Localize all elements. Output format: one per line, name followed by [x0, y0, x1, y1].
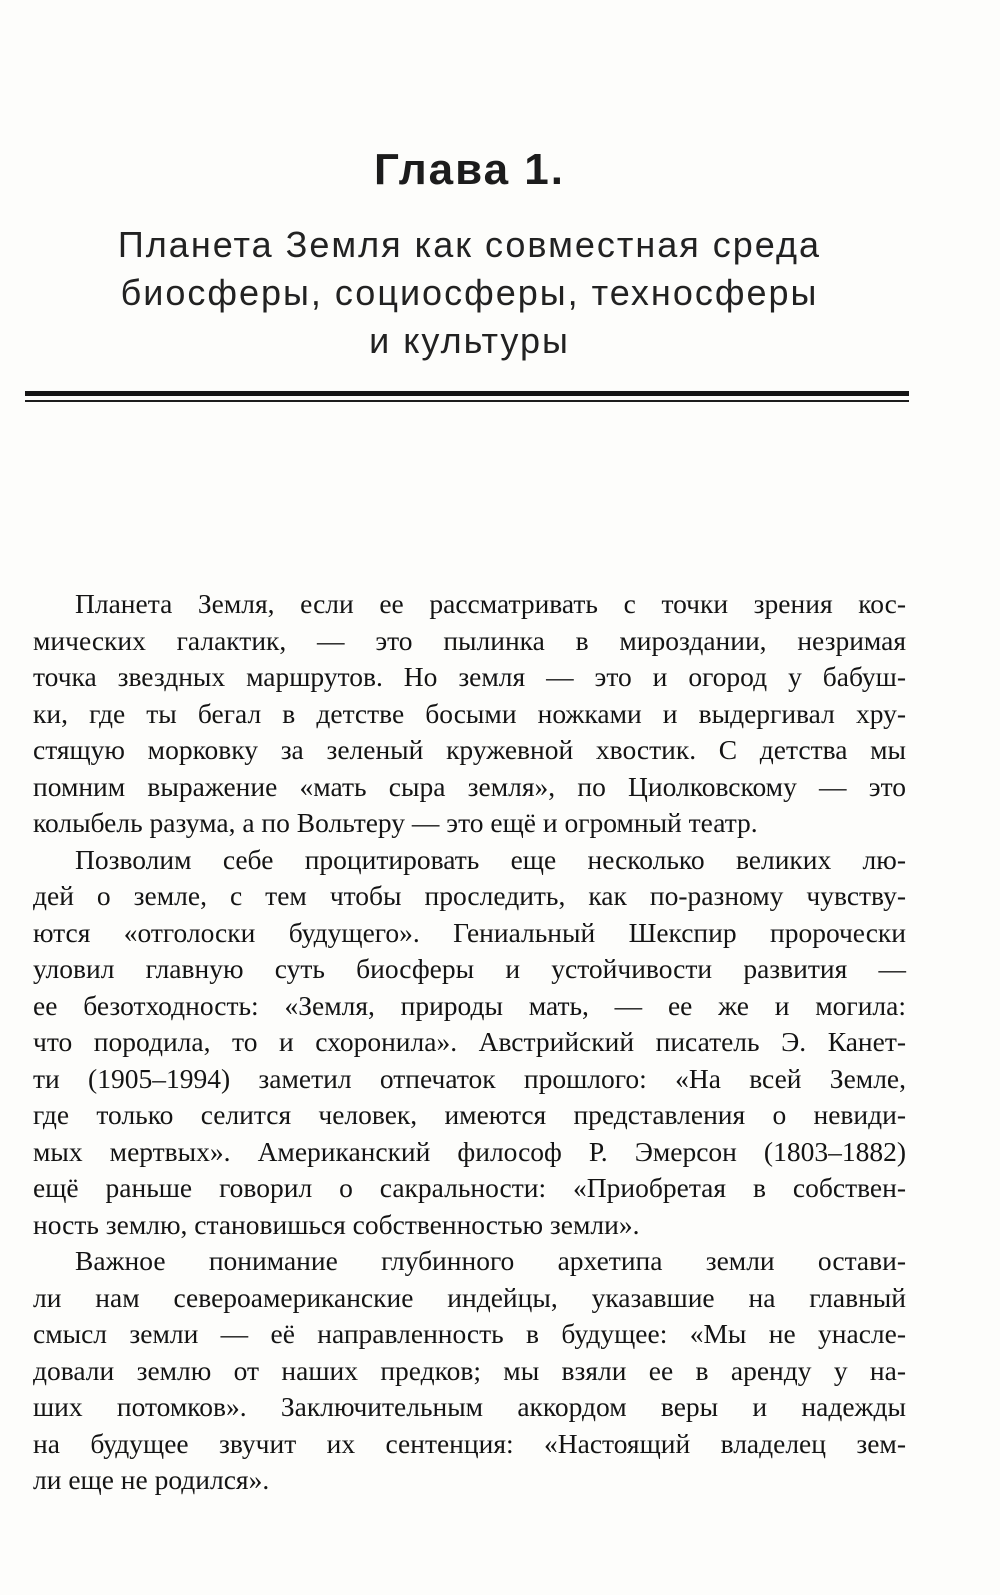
- text-line: Важное понимание глубинного архетипа земли остави-: [75, 1245, 906, 1276]
- subtitle-line: и культуры: [369, 320, 570, 361]
- chapter-subtitle: [33, 221, 906, 365]
- text-line: ли нам североамериканские индейцы, указавшие на главный: [33, 1281, 906, 1313]
- text-line: стящую морковку за зеленый кружевной хвостик. С детства мы: [33, 734, 906, 765]
- text-line: смысл земли — её направленность в будущее: «Мы не унасле-: [33, 1318, 906, 1349]
- text-line: ти (1905–1994) заметил отпечаток прошлого: «На всей Земле,: [33, 1062, 906, 1094]
- text-line: на будущее звучит их сентенция: «Настоящий владелец зем-: [33, 1427, 906, 1459]
- text-line: мических галактик, — это пылинка в мироздании, незримая: [33, 624, 906, 656]
- paragraph: [33, 1243, 906, 1499]
- text-line: точка звездных маршрутов. Но земля — это и огород у бабуш-: [33, 661, 906, 692]
- subtitle-line: биосферы, социосферы, техносферы: [120, 272, 819, 313]
- paragraph: [33, 586, 906, 842]
- text-line: дей о земле, с тем чтобы проследить, как по-разному чувству-: [33, 880, 906, 911]
- text-line: ки, где ты бегал в детстве босыми ножками и выдергивал хру-: [33, 697, 906, 729]
- text-line: уловил главную суть биосферы и устойчивости развития —: [33, 953, 906, 984]
- double-rule-divider: [25, 391, 909, 402]
- text-line: ещё раньше говорил о сакральности: «Приобретая в собствен-: [33, 1172, 906, 1203]
- text-line: ее безотходность: «Земля, природы мать, — ее же и могила:: [33, 989, 906, 1021]
- text-line: Позволим себе процитировать еще несколько великих лю-: [75, 843, 906, 875]
- text-line: ются «отголоски будущего». Гениальный Шекспир пророчески: [33, 916, 906, 948]
- text-line: ли еще не родился».: [33, 1464, 270, 1495]
- paragraph: [33, 842, 906, 1244]
- text-line: где только селится человек, имеются представления о невиди-: [33, 1099, 906, 1130]
- text-line: Планета Земля, если ее рассматривать с точки зрения кос-: [75, 588, 906, 619]
- text-line: довали землю от наших предков; мы взяли ее в аренду у на-: [33, 1354, 906, 1386]
- chapter-heading: Глава 1.: [373, 145, 566, 194]
- text-line: ших потомков». Заключительным аккордом веры и надежды: [33, 1391, 906, 1422]
- text-line: колыбель разума, а по Вольтеру — это ещё и огромный театр.: [33, 807, 758, 838]
- text-line: ность землю, становишься собственностью земли».: [33, 1208, 640, 1240]
- body-text: [33, 586, 906, 1499]
- text-line: мых мертвых». Американский философ Р. Эмерсон (1803–1882): [33, 1135, 906, 1167]
- subtitle-line: Планета Земля как совместная среда: [117, 224, 822, 265]
- text-line: что породила, то и схоронила». Австрийский писатель Э. Канет-: [33, 1026, 906, 1057]
- text-line: помним выражение «мать сыра земля», по Циолковскому — это: [33, 770, 906, 802]
